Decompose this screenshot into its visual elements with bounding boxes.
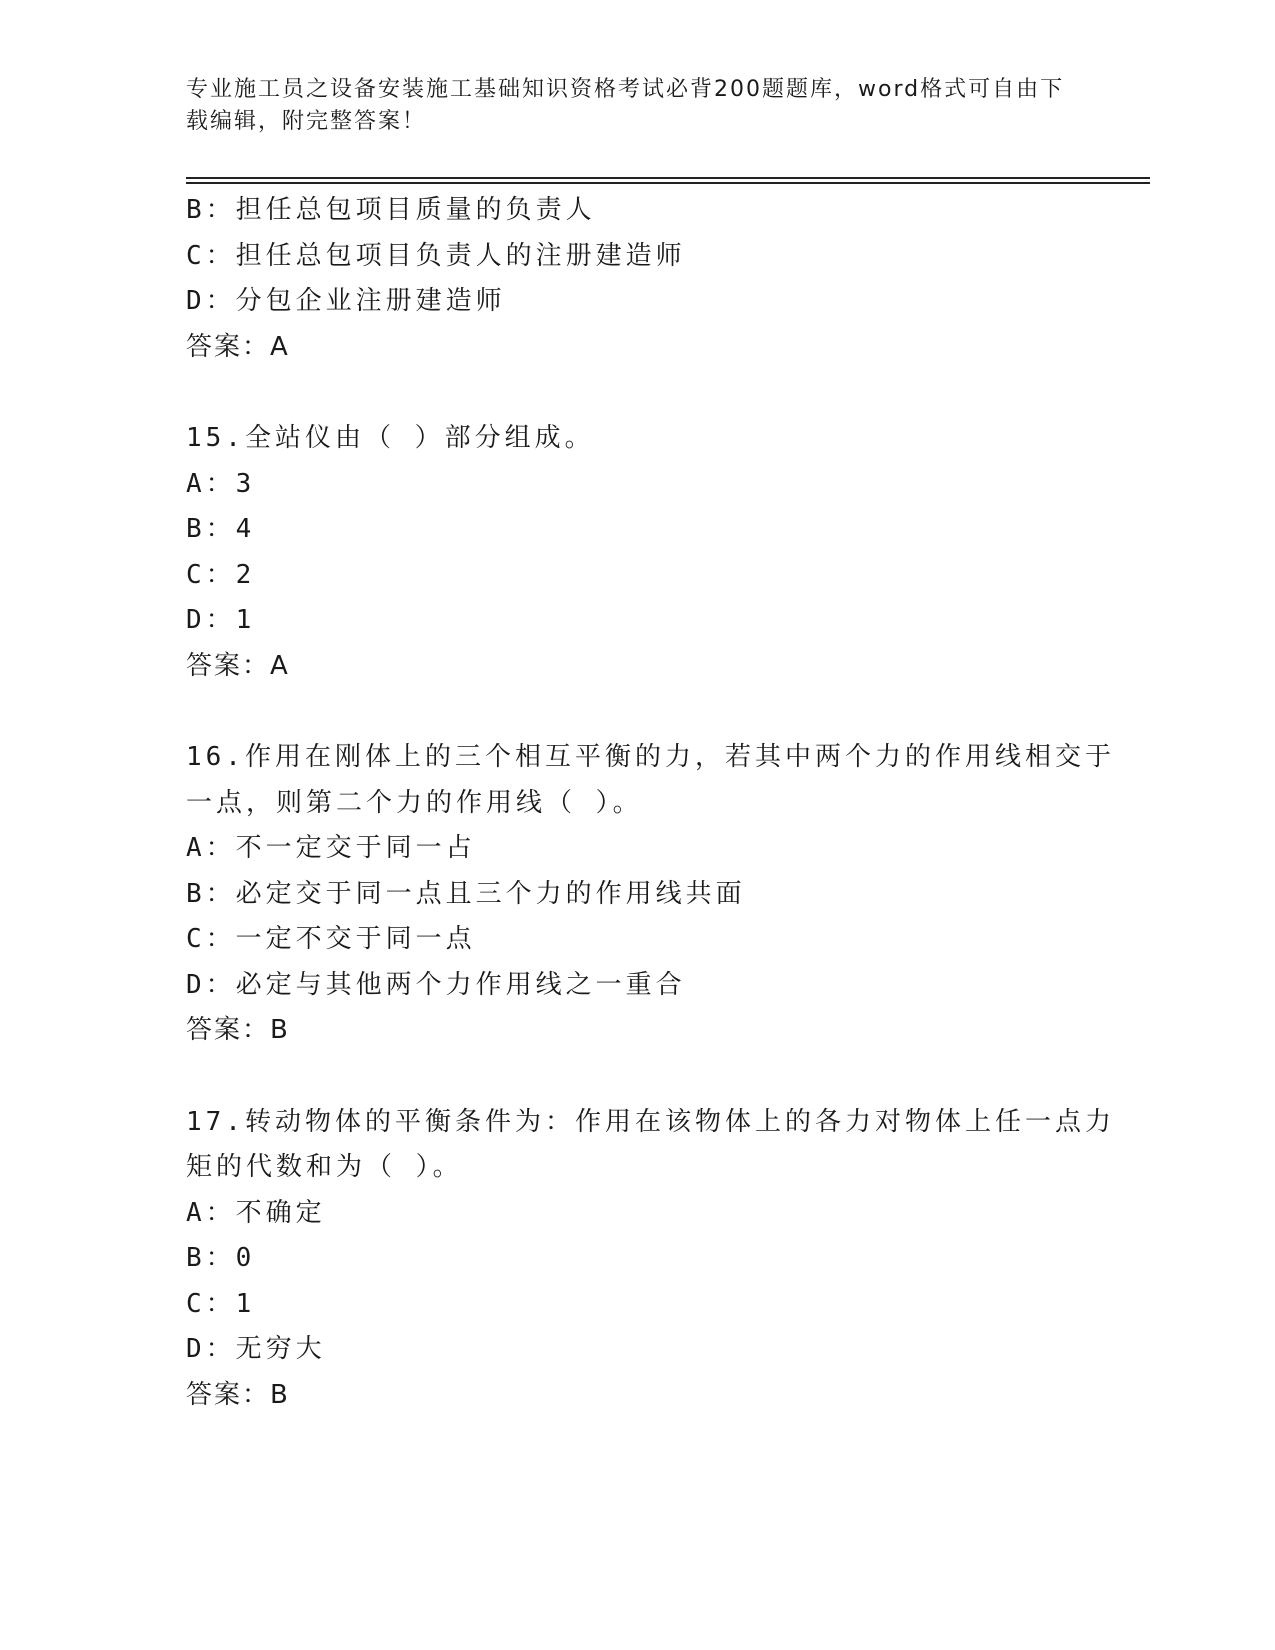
option-c: C：1 xyxy=(186,1288,256,1319)
question-block-16 xyxy=(186,735,1115,1054)
option-b: B：担任总包项目质量的负责人 xyxy=(186,195,596,225)
option-c: C：担任总包项目负责人的注册建造师 xyxy=(186,240,686,271)
question-text-line-2: 一点，则第二个力的作用线（ ）。 xyxy=(186,787,643,818)
option-a: A：3 xyxy=(186,468,256,499)
option-d: D：必定与其他两个力作用线之一重合 xyxy=(186,969,686,1000)
option-b: B：0 xyxy=(186,1243,256,1273)
option-c: C：一定不交于同一点 xyxy=(186,924,476,954)
option-a: A：不确定 xyxy=(186,1197,326,1228)
answer-line: 答案：A xyxy=(186,650,290,681)
question-text: 15.全站仪由（ ）部分组成。 xyxy=(186,423,595,453)
option-d: D：1 xyxy=(186,605,256,635)
option-c: C：2 xyxy=(186,559,256,590)
answer-line: 答案：B xyxy=(186,1015,290,1045)
option-b: B：4 xyxy=(186,514,256,544)
question-block-17 xyxy=(186,1100,1115,1419)
question-text-line-2: 矩的代数和为（ ）。 xyxy=(186,1152,463,1182)
question-block-partial xyxy=(186,188,1086,370)
option-a: A：不一定交于同一占 xyxy=(186,833,476,863)
spacer xyxy=(186,689,1086,735)
answer-line: 答案：B xyxy=(186,1379,290,1410)
option-b: B：必定交于同一点且三个力的作用线共面 xyxy=(186,878,746,909)
option-d: D：分包企业注册建造师 xyxy=(186,286,506,316)
question-block-15 xyxy=(186,416,1086,689)
header-rule-bottom xyxy=(186,182,1150,184)
answer-line: 答案：A xyxy=(186,331,290,362)
header-rule-top xyxy=(186,177,1150,179)
question-text-line-1: 16.作用在刚体上的三个相互平衡的力，若其中两个力的作用线相交于 xyxy=(186,742,1115,772)
option-d: D：无穷大 xyxy=(186,1334,326,1364)
spacer xyxy=(186,1054,1086,1100)
spacer xyxy=(186,370,1086,416)
question-text-line-1: 17.转动物体的平衡条件为：作用在该物体上的各力对物体上任一点力 xyxy=(186,1106,1115,1137)
document-header: 专业施工员之设备安装施工基础知识资格考试必背200题题库，word格式可自由下载编辑，附完整答案！ xyxy=(186,77,1065,134)
question-content xyxy=(186,188,1115,1418)
